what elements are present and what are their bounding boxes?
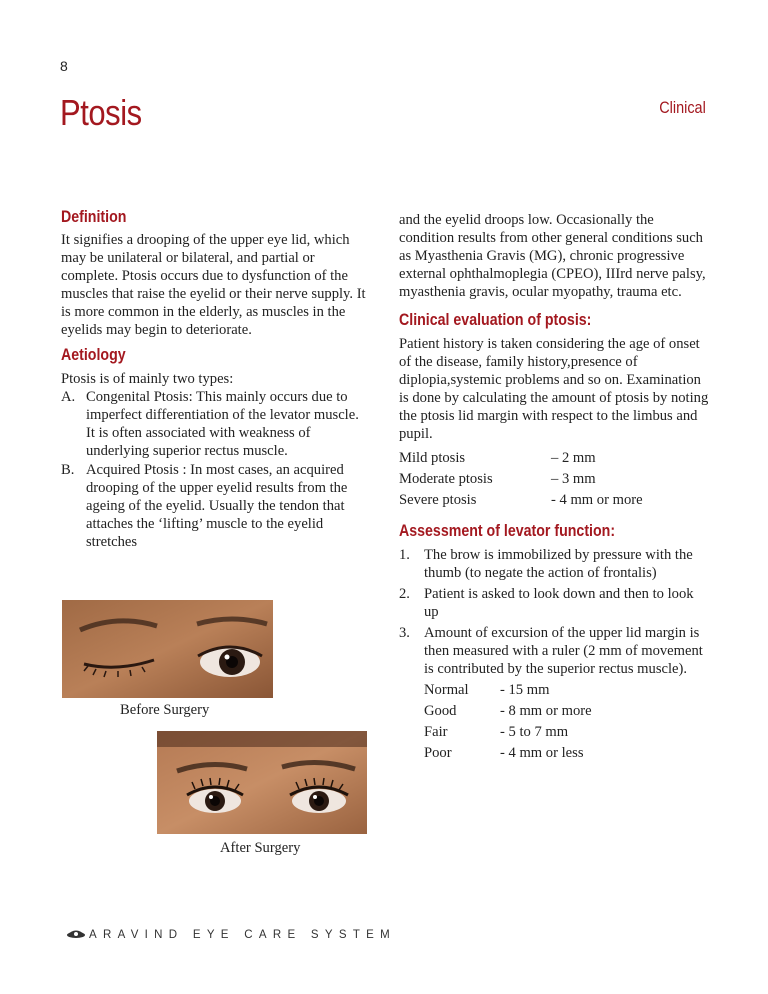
grade-label: Mild ptosis bbox=[399, 450, 466, 466]
after-surgery-photo bbox=[157, 731, 367, 834]
grade-label: Poor bbox=[424, 745, 452, 761]
list-item bbox=[399, 624, 711, 678]
levator-assessment-heading: Assessment of levator function: bbox=[399, 522, 616, 540]
after-surgery-caption: After Surgery bbox=[220, 840, 301, 856]
table-row bbox=[399, 470, 643, 491]
grade-label: Good bbox=[424, 703, 457, 719]
definition-heading: Definition bbox=[61, 208, 127, 226]
list-item-text: Acquired Ptosis : In most cases, an acquired drooping of the upper eyelid results from the ageing of the eyelid. Usually the tendon that attaches the ‘lifting’ muscle to the eyelid stretches bbox=[86, 462, 348, 550]
list-marker: A. bbox=[61, 389, 76, 405]
section-tag: Clinical bbox=[659, 98, 706, 117]
before-surgery-caption: Before Surgery bbox=[120, 702, 210, 718]
list-item-text: Congenital Ptosis: This mainly occurs due to imperfect differentiation of the levator muscle. It is often associated with weakness of underlying superior rectus muscle. bbox=[86, 389, 359, 459]
grade-value: - 5 to 7 mm bbox=[500, 724, 569, 740]
page-title: Ptosis bbox=[60, 92, 142, 133]
before-surgery-photo bbox=[62, 600, 273, 698]
levator-steps-list bbox=[399, 546, 711, 678]
table-row bbox=[399, 449, 643, 470]
aetiology-list bbox=[61, 388, 371, 551]
grade-value: – 2 mm bbox=[551, 450, 596, 466]
grade-label: Normal bbox=[424, 682, 469, 698]
list-item bbox=[399, 546, 711, 582]
grade-value: - 4 mm or more bbox=[551, 492, 643, 508]
levator-grade-table bbox=[424, 681, 592, 765]
aetiology-heading: Aetiology bbox=[61, 346, 126, 364]
definition-text: It signifies a drooping of the upper eye lid, which may be unilateral or bilateral, and partial or complete. Ptosis occurs due to dysfunction of the muscles that raise the eyelid or their nerve supply. It is more common in the elderly, as muscles in the eyelids may begin to deteriorate. bbox=[61, 232, 366, 338]
list-item bbox=[399, 585, 711, 621]
footer bbox=[66, 926, 396, 944]
page-number: 8 bbox=[60, 58, 68, 74]
list-marker: 2. bbox=[399, 586, 410, 602]
grade-label: Moderate ptosis bbox=[399, 471, 493, 487]
footer-text: ARAVIND EYE CARE SYSTEM bbox=[89, 929, 397, 941]
list-item bbox=[61, 461, 371, 551]
list-marker: 3. bbox=[399, 625, 410, 641]
list-marker: B. bbox=[61, 462, 75, 478]
table-row bbox=[424, 723, 592, 744]
eye-logo-icon bbox=[66, 926, 86, 944]
list-item bbox=[61, 388, 371, 460]
table-row bbox=[424, 744, 592, 765]
grade-value: – 3 mm bbox=[551, 471, 596, 487]
clinical-evaluation-text: Patient history is taken considering the age of onset of the disease, family history,presence of diplopia,systemic problems and so on. Examination is done by calculating the amount of ptosis by noting the ptosis lid margin with respect to the limbus and pupil. bbox=[399, 336, 709, 442]
grade-value: - 15 mm bbox=[500, 682, 550, 698]
list-item-text: Amount of excursion of the upper lid margin is then measured with a ruler (2 mm of movement is contributed by the superior rectus muscle). bbox=[424, 625, 703, 677]
list-item-text: Patient is asked to look down and then to look up bbox=[424, 586, 694, 620]
grade-value: - 4 mm or less bbox=[500, 745, 584, 761]
table-row bbox=[399, 491, 643, 512]
grade-label: Fair bbox=[424, 724, 448, 740]
table-row bbox=[424, 702, 592, 723]
aetiology-intro: Ptosis is of mainly two types: bbox=[61, 371, 234, 387]
list-item-text: The brow is immobilized by pressure with the thumb (to negate the action of frontalis) bbox=[424, 547, 693, 581]
right-column bbox=[399, 211, 711, 765]
grade-value: - 8 mm or more bbox=[500, 703, 592, 719]
aetiology-continuation: and the eyelid droops low. Occasionally the condition results from other general conditions such as Myasthenia Gravis (MG), chronic progressive external ophthalmoplegia (CPEO), IIIrd nerve palsy, myasthenia gravis, ocular myopathy, trauma etc. bbox=[399, 212, 706, 300]
clinical-evaluation-heading: Clinical evaluation of ptosis: bbox=[399, 311, 592, 329]
left-column bbox=[61, 208, 371, 551]
table-row bbox=[424, 681, 592, 702]
grade-label: Severe ptosis bbox=[399, 492, 477, 508]
ptosis-grade-table bbox=[399, 449, 643, 512]
list-marker: 1. bbox=[399, 547, 410, 563]
